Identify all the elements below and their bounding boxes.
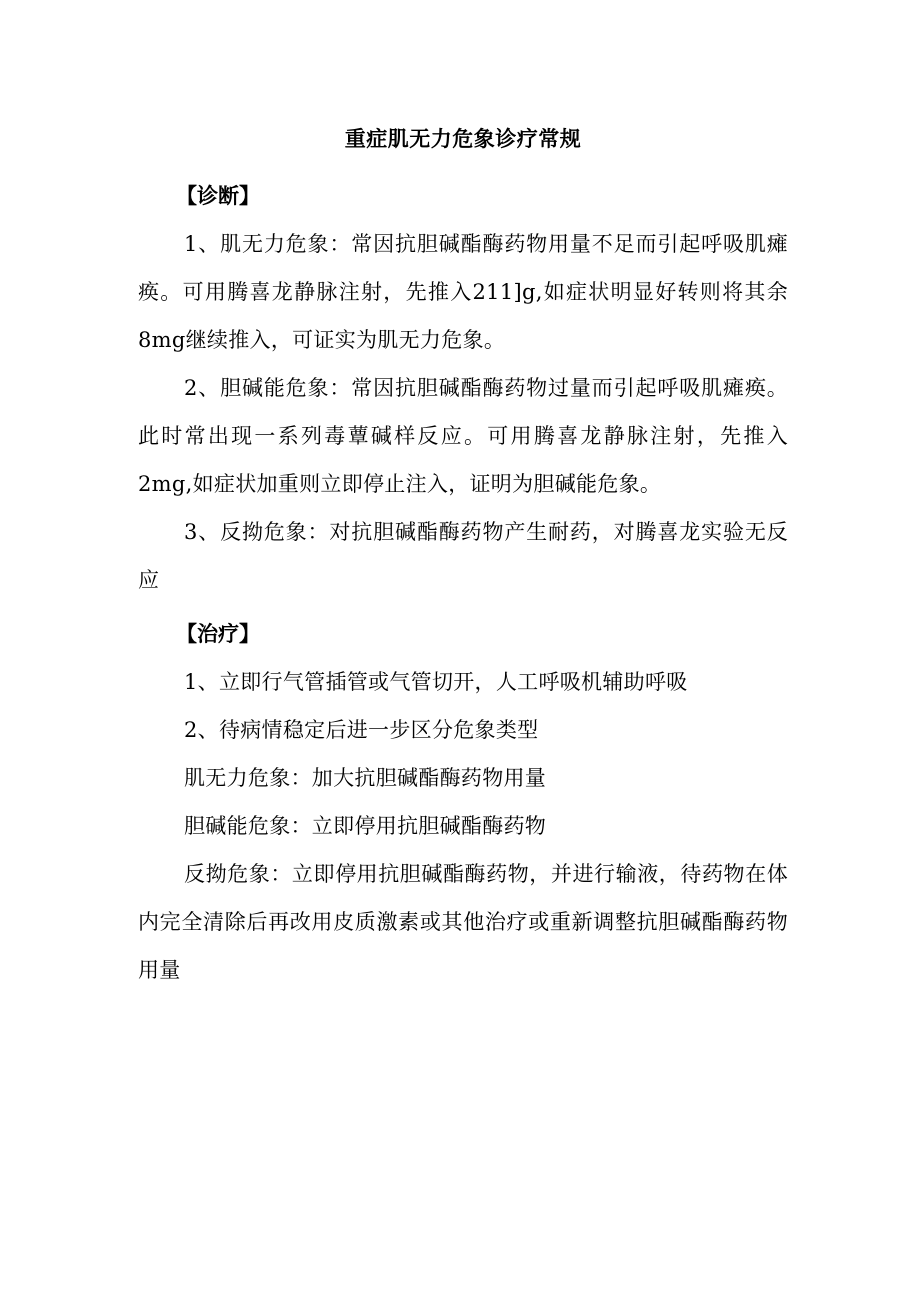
diagnosis-item-cholinergic-crisis: 2、胆碱能危象：常因抗胆碱酯酶药物过量而引起呼吸肌瘫痪。此时常出现一系列毒蕈碱样反应。可用腾喜龙静脉注射，先推入2mg,如症状加重则立即停止注入，证明为胆碱能危象。 xyxy=(138,376,788,496)
diagnosis-item-myasthenic-crisis: 1、肌无力危象：常因抗胆碱酯酶药物用量不足而引起呼吸肌瘫痪。可用腾喜龙静脉注射，先推入211]g,如症状明显好转则将其余8mg继续推入，可证实为肌无力危象。 xyxy=(138,232,788,352)
treatment-item-classify-crisis: 2、待病情稳定后进一步区分危象类型 xyxy=(184,718,539,742)
document-body xyxy=(138,118,788,994)
diagnosis-heading: 【诊断】 xyxy=(176,184,260,208)
diagnosis-item-brittle-crisis: 3、反拗危象：对抗胆碱酯酶药物产生耐药，对腾喜龙实验无反应 xyxy=(138,520,788,592)
treatment-heading: 【治疗】 xyxy=(176,622,260,646)
treatment-item-intubation: 1、立即行气管插管或气管切开，人工呼吸机辅助呼吸 xyxy=(184,670,688,694)
treatment-item-brittle: 反拗危象：立即停用抗胆碱酯酶药物，并进行输液，待药物在体内完全清除后再改用皮质激素或其他治疗或重新调整抗胆碱酯酶药物用量 xyxy=(138,862,788,982)
treatment-item-myasthenic: 肌无力危象：加大抗胆碱酯酶药物用量 xyxy=(184,766,547,790)
treatment-item-cholinergic: 胆碱能危象：立即停用抗胆碱酯酶药物 xyxy=(184,814,547,838)
document-title: 重症肌无力危象诊疗常规 xyxy=(344,127,582,151)
title-spacer xyxy=(138,160,788,172)
